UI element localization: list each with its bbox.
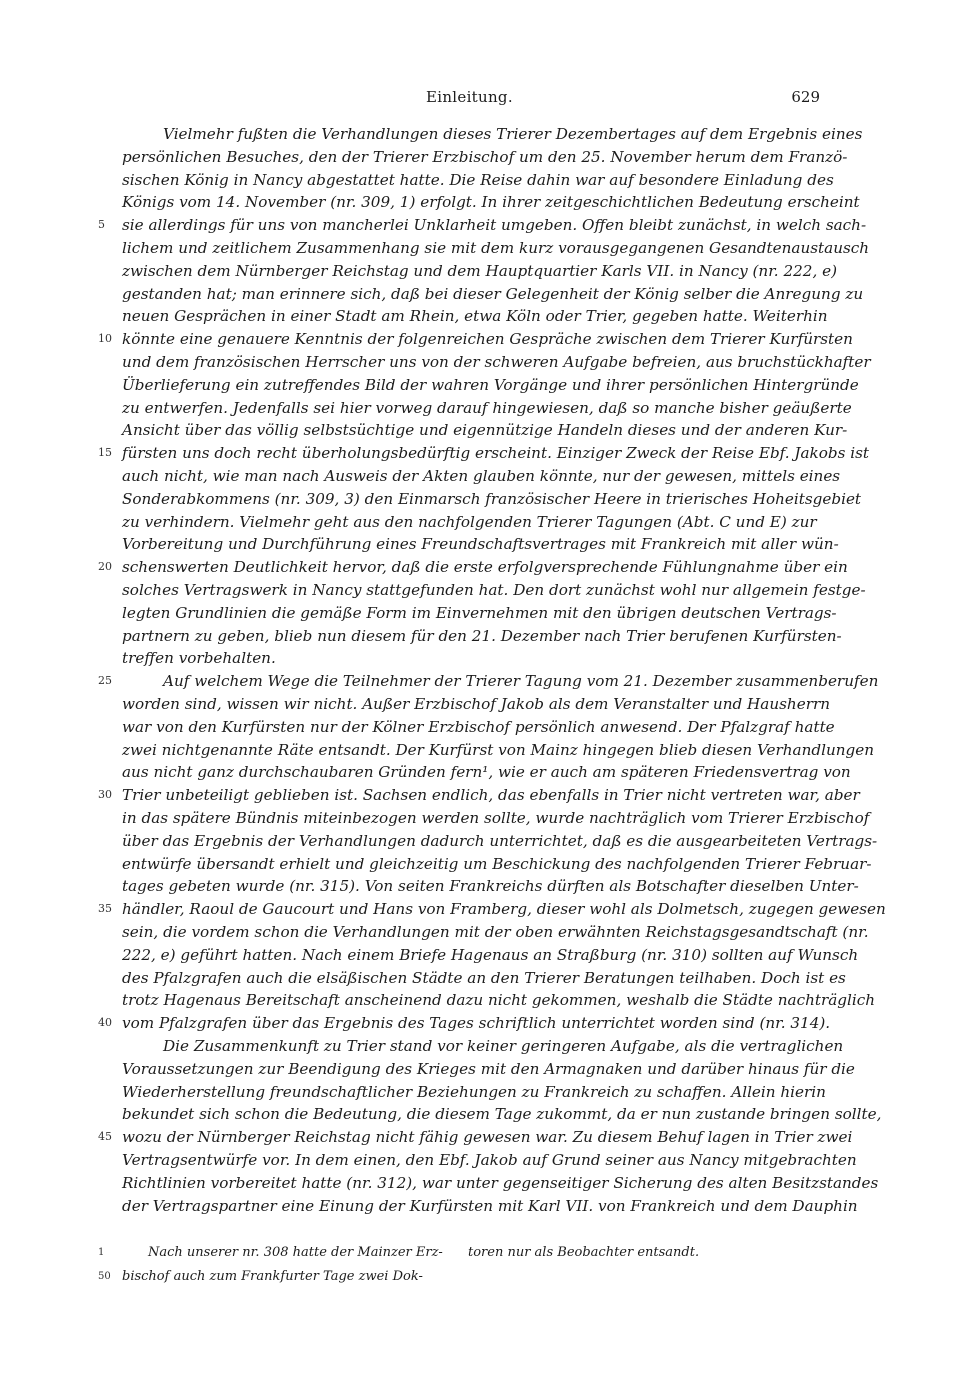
text-line: persönlichen Besuches, den der Trierer Erzbischof um den 25. November herum dem Franzö- bbox=[122, 148, 848, 166]
text-line: schenswerten Deutlichkeit hervor, daß die erste erfolgversprechende Fühlungnahme über ein bbox=[122, 558, 848, 576]
running-title: Einleitung. bbox=[426, 88, 513, 106]
text-line: Sonderabkommens (nr. 309, 3) den Einmarsch französischer Heere in trierisches Hoheitsgebiet bbox=[122, 490, 862, 508]
text-line: händler, Raoul de Gaucourt und Hans von Framberg, dieser wohl als Dolmetsch, zugegen gewesen bbox=[122, 900, 886, 918]
text-line: Vertragsentwürfe vor. In dem einen, den Ebf. Jakob auf Grund seiner aus Nancy mitgebrachten bbox=[122, 1151, 857, 1169]
text-line: trotz Hagenaus Bereitschaft anscheinend dazu nicht gekommen, weshalb die Städte nachträglich bbox=[122, 991, 876, 1009]
text-line: zwei nichtgenannte Räte entsandt. Der Kurfürst von Mainz hingegen blieb diesen Verhandlungen bbox=[122, 741, 875, 759]
line-number: 5 bbox=[98, 218, 105, 231]
line-number: 30 bbox=[98, 788, 112, 801]
text-line: über das Ergebnis der Verhandlungen dadurch unterrichtet, daß es die ausgearbeiteten Vertrags- bbox=[122, 832, 878, 850]
text-line: zu entwerfen. Jedenfalls sei hier vorweg darauf hingewiesen, daß so manche bisher geäußerte bbox=[122, 399, 852, 417]
text-line: könnte eine genauere Kenntnis der folgenreichen Gespräche zwischen dem Trierer Kurfürsten bbox=[122, 330, 853, 348]
text-line: entwürfe übersandt erhielt und gleichzeitig um Beschickung des nachfolgenden Trierer Februar- bbox=[122, 855, 872, 873]
text-line: wozu der Nürnberger Reichstag nicht fähig gewesen war. Zu diesem Behuf lagen in Trier zwei bbox=[122, 1128, 853, 1146]
text-line: Auf welchem Wege die Teilnehmer der Trierer Tagung vom 21. Dezember zusammenberufen bbox=[163, 672, 879, 690]
text-line: auch nicht, wie man nach Ausweis der Akten glauben könnte, nur der gewesen, mittels eines bbox=[122, 467, 841, 485]
footnote-line: Nach unserer nr. 308 hatte der Mainzer Erz- bbox=[148, 1245, 443, 1260]
text-line: zwischen dem Nürnberger Reichstag und dem Hauptquartier Karls VII. in Nancy (nr. 222, e) bbox=[122, 262, 838, 280]
text-line: des Pfalzgrafen auch die elsäßischen Städte an den Trierer Beratungen teilhaben. Doch ist es bbox=[122, 969, 846, 987]
text-line: Wiederherstellung freundschaftlicher Beziehungen zu Frankreich zu schaffen. Allein hierin bbox=[122, 1083, 826, 1101]
text-line: treffen vorbehalten. bbox=[122, 649, 276, 667]
text-line: Vorbereitung und Durchführung eines Freundschaftsvertrages mit Frankreich mit aller wün- bbox=[122, 535, 839, 553]
text-line: worden sind, wissen wir nicht. Außer Erzbischof Jakob als dem Veranstalter und Hausherrn bbox=[122, 695, 830, 713]
text-line: vom Pfalzgrafen über das Ergebnis des Tages schriftlich unterrichtet worden sind (nr. 314). bbox=[122, 1014, 831, 1032]
text-line: sischen König in Nancy abgestattet hatte. Die Reise dahin war auf besondere Einladung des bbox=[122, 171, 834, 189]
text-line: der Vertragspartner eine Einung der Kurfürsten mit Karl VII. von Frankreich und dem Dauphin bbox=[122, 1197, 858, 1215]
text-line: 222, e) geführt hatten. Nach einem Briefe Hagenaus an Straßburg (nr. 310) sollten auf Wunsch bbox=[122, 946, 859, 964]
text-line: und dem französischen Herrscher uns von der schweren Aufgabe befreien, aus bruchstückhafter bbox=[122, 353, 871, 371]
text-line: Überlieferung ein zutreffendes Bild der wahren Vorgänge und ihrer persönlichen Hintergründe bbox=[122, 376, 859, 394]
text-line: aus nicht ganz durchschaubaren Gründen fern¹, wie er auch am späteren Friedensvertrag von bbox=[122, 763, 851, 781]
text-line: war von den Kurfürsten nur der Kölner Erzbischof persönlich anwesend. Der Pfalzgraf hatte bbox=[122, 718, 835, 736]
page-header bbox=[0, 88, 960, 112]
text-line: Ansicht über das völlig selbstsüchtige und eigennützige Handeln dieses und der anderen Kur- bbox=[122, 421, 848, 439]
text-line: sein, die vordem schon die Verhandlungen mit der oben erwähnten Reichstagsgesandtschaft (nr. bbox=[122, 923, 869, 941]
text-line: Vielmehr fußten die Verhandlungen dieses Trierer Dezembertages auf dem Ergebnis eines bbox=[163, 125, 863, 143]
page-number: 629 bbox=[791, 88, 820, 106]
text-line: bekundet sich schon die Bedeutung, die diesem Tage zukommt, da er nun zustande bringen sollte, bbox=[122, 1105, 882, 1123]
line-number: 20 bbox=[98, 560, 112, 573]
text-line: Die Zusammenkunft zu Trier stand vor keiner geringeren Aufgabe, als die vertraglichen bbox=[163, 1037, 844, 1055]
line-number: 40 bbox=[98, 1016, 112, 1029]
text-line: gestanden hat; man erinnere sich, daß bei dieser Gelegenheit der König selber die Anregung zu bbox=[122, 285, 864, 303]
text-line: Königs vom 14. November (nr. 309, 1) erfolgt. In ihrer zeitgeschichtlichen Bedeutung erscheint bbox=[122, 193, 860, 211]
line-number: 25 bbox=[98, 674, 112, 687]
text-line: Richtlinien vorbereitet hatte (nr. 312), war unter gegenseitiger Sicherung des alten Besitzstandes bbox=[122, 1174, 879, 1192]
line-number: 15 bbox=[98, 446, 112, 459]
footnote-line: bischof auch zum Frankfurter Tage zwei Dok- bbox=[122, 1269, 423, 1284]
text-line: Trier unbeteiligt geblieben ist. Sachsen endlich, das ebenfalls in Trier nicht vertreten war, aber bbox=[122, 786, 860, 804]
line-number: 45 bbox=[98, 1130, 112, 1143]
text-line: zu verhindern. Vielmehr geht aus den nachfolgenden Trierer Tagungen (Abt. C und E) zur bbox=[122, 513, 817, 531]
text-line: sie allerdings für uns von mancherlei Unklarheit umgeben. Offen bleibt zunächst, in welch sach- bbox=[122, 216, 867, 234]
footnote-line: toren nur als Beobachter entsandt. bbox=[468, 1245, 700, 1260]
text-line: Voraussetzungen zur Beendigung des Krieges mit den Armagnaken und darüber hinaus für die bbox=[122, 1060, 855, 1078]
text-line: neuen Gesprächen in einer Stadt am Rhein, etwa Köln oder Trier, gegeben hatte. Weiterhin bbox=[122, 307, 828, 325]
text-line: tages gebeten wurde (nr. 315). Von seiten Frankreichs dürften als Botschafter dieselben Unter- bbox=[122, 877, 859, 895]
text-line: partnern zu geben, blieb nun diesem für den 21. Dezember nach Trier berufenen Kurfürsten- bbox=[122, 627, 842, 645]
line-number: 50 bbox=[98, 1271, 111, 1282]
text-line: solches Vertragswerk in Nancy stattgefunden hat. Den dort zunächst wohl nur allgemein festge- bbox=[122, 581, 866, 599]
line-number: 35 bbox=[98, 902, 112, 915]
footnote-marker: 1 bbox=[98, 1247, 105, 1258]
text-line: in das spätere Bündnis miteinbezogen werden sollte, wurde nachträglich vom Trierer Erzbischof bbox=[122, 809, 870, 827]
text-line: legten Grundlinien die gemäße Form im Einvernehmen mit den übrigen deutschen Vertrags- bbox=[122, 604, 837, 622]
text-line: fürsten uns doch recht überholungsbedürftig erscheint. Einziger Zweck der Reise Ebf. Jakobs ist bbox=[122, 444, 869, 462]
line-number: 10 bbox=[98, 332, 112, 345]
text-line: lichem und zeitlichem Zusammenhang sie mit dem kurz vorausgegangenen Gesandtenaustausch bbox=[122, 239, 870, 257]
